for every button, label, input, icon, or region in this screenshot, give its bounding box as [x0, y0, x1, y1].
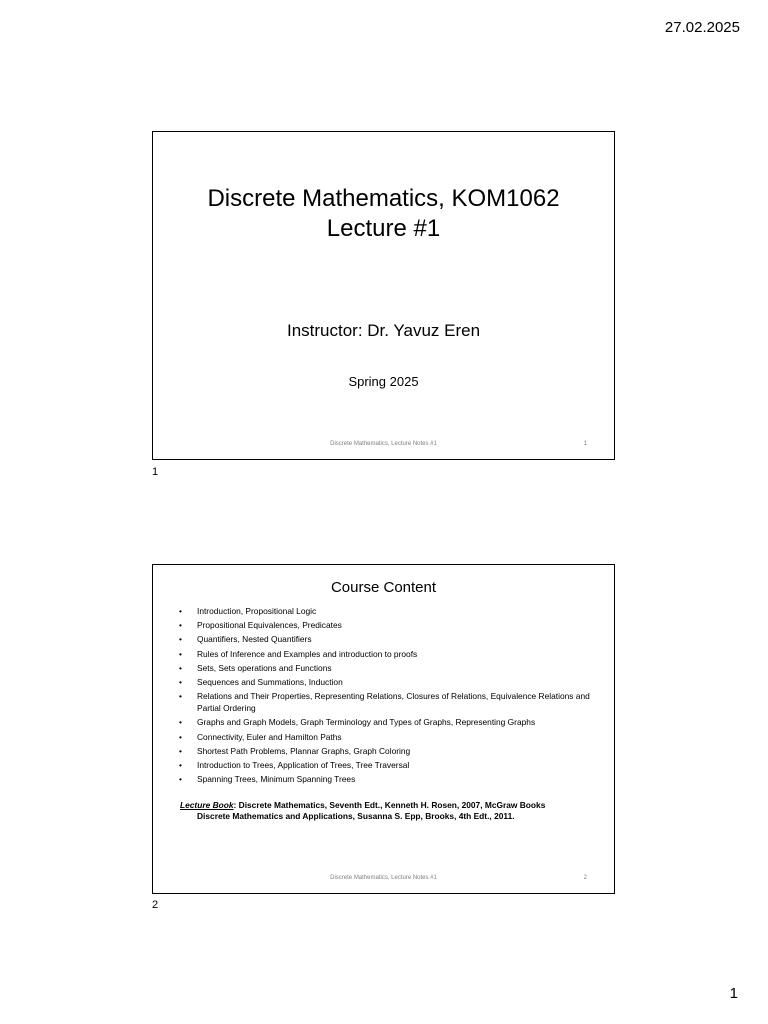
slide-1-term: Spring 2025 [348, 374, 419, 389]
lecture-book-line-2: Discrete Mathematics and Applications, Susanna S. Epp, Brooks, 4th Edt., 2011. [197, 811, 515, 821]
lecture-book [180, 800, 588, 822]
slide-1-instructor: Instructor: Dr. Yavuz Eren [286, 321, 481, 340]
slide-1-title [153, 184, 614, 244]
slide-2-footer: Discrete Mathematics, Lecture Notes #1 [330, 875, 437, 881]
course-content-item: • Sets, Sets operations and Functions [179, 662, 596, 674]
slide-2 [152, 564, 615, 894]
course-content-item: • Relations and Their Properties, Representing Relations, Closures of Relations, Equivalence Relations and Partial Ordering [179, 690, 596, 714]
slide-1-footer-number: 1 [583, 441, 587, 447]
slide-1-label: 1 [152, 466, 159, 478]
course-content-item: • Quantifiers, Nested Quantifiers [179, 633, 596, 645]
lecture-book-line-1: : Discrete Mathematics, Seventh Edt., Kenneth H. Rosen, 2007, McGraw Books [233, 800, 546, 810]
course-content-item: • Introduction, Propositional Logic [179, 605, 596, 617]
print-date: 27.02.2025 [664, 19, 740, 36]
page-number: 1 [729, 985, 738, 1002]
course-content-item: • Connectivity, Euler and Hamilton Paths [179, 731, 596, 743]
course-content-item: • Rules of Inference and Examples and introduction to proofs [179, 648, 596, 660]
slide-2-title: Course Content [330, 579, 437, 596]
lecture-book-label: Lecture Book [180, 800, 234, 810]
course-content-item: • Introduction to Trees, Application of Trees, Tree Traversal [179, 759, 596, 771]
slide-1-footer: Discrete Mathematics, Lecture Notes #1 [330, 441, 437, 447]
slide-1 [152, 131, 615, 460]
course-content-item: • Shortest Path Problems, Plannar Graphs, Graph Coloring [179, 745, 596, 757]
slide-2-footer-number: 2 [583, 875, 587, 881]
slide-1-title-line-2: Lecture #1 [326, 215, 441, 242]
course-content-item: • Graphs and Graph Models, Graph Terminology and Types of Graphs, Representing Graphs [179, 716, 596, 728]
course-content-item: • Spanning Trees, Minimum Spanning Trees [179, 773, 596, 785]
course-content-item: • Sequences and Summations, Induction [179, 676, 596, 688]
course-content-item: • Propositional Equivalences, Predicates [179, 619, 596, 631]
slide-2-label: 2 [152, 899, 159, 911]
course-content-list [179, 605, 596, 787]
slide-1-title-line-1: Discrete Mathematics, KOM1062 [207, 185, 560, 212]
